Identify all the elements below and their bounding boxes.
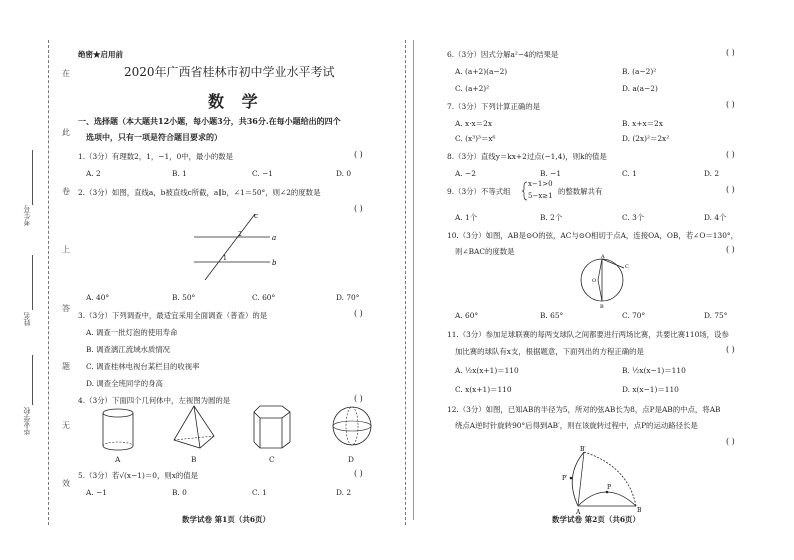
label-b: b [272,259,277,267]
question-10-cont: 则∠BAC的度数是 [455,247,515,256]
student-id-label: 考生号 [23,205,31,226]
question-12-cont: 绕点A逆时针旋转90°后得到AB′，则在该旋转过程中，点P的运动路径长是 [455,421,698,430]
option-a: A. ½x(x+1)＝110 [455,366,519,375]
question-12: 12.（3分）如图，已知AB的半径为5，所对的弦AB长为8，点P是AB的中点，将AB [447,405,721,414]
answer-paren[interactable]: ( ) [726,100,735,109]
option-c: C. 1 [252,488,267,497]
label-B: B [600,304,604,310]
option-b: B. ½x(x−1)＝110 [622,366,686,375]
pyramid-figure [172,404,216,450]
question-6: 6.（3分）因式分解a²−4的结果是 [447,50,559,59]
student-id-line[interactable] [32,150,33,205]
option-a: A. 40° [86,293,110,302]
question-9: 9.（3分）不等式组 [447,187,511,196]
option-a: A. 2 [86,169,101,178]
question-3: 3.（3分）下列调查中，最适宜采用全面调查（普查）的是 [78,311,268,320]
school-line[interactable] [32,355,33,405]
q2-figure [190,212,280,282]
section-title-cont: 选项中，只有一项是符合题目要求的） [86,132,222,142]
question-4: 4.（3分）下面四个几何体中，左视图为圆的是 [78,396,231,405]
option-c: C. 60° [252,293,276,302]
option-a: A [115,455,121,464]
option-b: B. 50° [172,293,196,302]
label-A: A [601,254,605,260]
answer-paren[interactable]: ( ) [726,437,735,446]
option-d: D. 2 [704,169,720,178]
option-c: C. 3个 [622,213,645,222]
label-Bprime: B′ [580,446,586,453]
label-C: C [625,264,629,270]
label-O: O [592,278,597,284]
label-angle2: 2 [238,231,242,238]
exam-title: 2020年广西省桂林市初中学业水平考试 [124,65,335,79]
option-c: C. 调查桂林电视台某栏目的收视率 [86,362,200,371]
label-c: c [254,212,258,220]
binding-char: 题 [62,362,70,371]
option-b: B. x+x＝2x [622,119,663,128]
option-c: C. 1 [622,169,637,178]
option-b: B. 调查漓江流域水质情况 [86,345,171,354]
option-a: A. x·x＝2x [455,119,492,128]
label-B: B [637,507,642,514]
binding-char: 卷 [62,187,70,196]
answer-paren[interactable]: ( ) [726,150,735,159]
answer-paren[interactable]: ( ) [726,245,735,254]
binding-char: 答 [62,304,70,313]
page-divider [413,40,414,520]
q10-figure [572,254,632,310]
secret-mark: 绝密★启用前 [78,50,123,59]
answer-paren[interactable]: ( ) [354,309,363,318]
sphere-figure [330,404,374,448]
question-10: 10.（3分）如图，AB是⊙O的弦，AC与⊙O相切于点A，连接OA，OB，若∠O＝130°， [447,231,738,240]
option-d: D. 调查全班同学的身高 [86,379,163,388]
binding-dashed-line [48,40,49,525]
question-2: 2.（3分）如图，直线a，b被直线c所截，a∥b，∠1＝50°，则∠2的度数是 [78,188,321,197]
answer-paren[interactable]: ( ) [354,150,363,159]
name-label: 姓名 [23,312,31,326]
inequality-line: x−1>0 [528,180,553,188]
binding-char: 无 [62,421,70,430]
option-d: D. 4个 [704,213,727,222]
label-angle1: 1 [223,255,227,262]
answer-paren[interactable]: ( ) [354,469,363,478]
option-c: C. (x³)³＝x⁶ [455,134,496,143]
option-d: D. x(x−1)＝110 [622,385,679,394]
option-d: D. a(a−2) [622,84,658,93]
option-a: A. 1个 [455,213,478,222]
question-5: 5.（3分）若√(x−1)＝0，则x的值是 [78,471,199,480]
school-label: 毕业学校 [23,407,31,435]
binding-char: 此 [62,128,70,137]
answer-paren[interactable]: ( ) [726,48,735,57]
answer-paren[interactable]: ( ) [354,204,363,213]
option-a: A. 调查一批灯泡的使用寿命 [86,328,178,337]
option-b: B. 2个 [540,213,563,222]
binding-char: 效 [62,479,70,488]
cylinder-figure [100,408,136,452]
option-b: B [191,455,197,464]
label-P: P [607,484,612,491]
binding-char: 上 [62,245,70,254]
question-7: 7.（3分）下列计算正确的是 [447,102,541,111]
option-a: A. −2 [455,169,476,178]
option-b: B. 0 [172,488,187,497]
option-c: C. −1 [252,169,273,178]
option-c: C [269,455,275,464]
option-a: A. (a+2)(a−2) [455,67,508,76]
prism-figure [252,404,292,450]
option-d: D. 2 [336,488,352,497]
name-line[interactable] [32,255,33,310]
question-11-cont: 加比赛的球队有x支，根据题意，下面列出的方程正确的是 [455,347,644,356]
option-c: C. x(x+1)＝110 [455,385,512,394]
option-b: B. −1 [540,169,562,178]
answer-paren[interactable]: ( ) [354,394,363,403]
label-A: A [576,509,581,516]
option-b: B. (a−2)² [622,67,657,76]
question-9-cont: 的整数解共有 [558,187,603,196]
page-footer: 数学试卷 第1页（共6页） [182,515,271,524]
question-8: 8.（3分）直线y＝kx+2过点(−1,4)，则k的值是 [447,152,607,161]
option-d: D. 75° [704,311,728,320]
question-1: 1.（3分）有理数2，1，−1，0中，最小的数是 [78,152,234,161]
q12-figure [560,446,650,516]
option-b: B. 65° [540,311,564,320]
option-c: C. (a+2)² [455,84,490,93]
option-a: A. 60° [455,311,479,320]
inequality-line: 5−x≥1 [528,192,553,200]
page-footer: 数学试卷 第2页（共6页） [552,515,641,524]
option-a: A. −1 [86,488,107,497]
option-b: B. 1 [172,169,187,178]
label-a: a [272,234,277,242]
answer-paren[interactable]: ( ) [726,185,735,194]
section-title: 一、选择题（本大题共12小题，每小题3分，共36分.在每小题给出的四个 [78,116,341,126]
subject-title: 数 学 [208,92,264,111]
label-Pprime: P′ [562,475,568,482]
binding-dashed-line-right [405,40,406,525]
option-d: D. (2x)²＝2x² [622,134,670,143]
binding-char: 在 [62,69,70,78]
question-11: 11.（3分）参加足球联赛的每两支球队之间都要进行两场比赛，共要比赛110场，设参 [447,330,729,339]
option-d: D [348,455,354,464]
option-d: D. 70° [336,293,360,302]
answer-paren[interactable]: ( ) [726,345,735,354]
option-c: C. 70° [622,311,646,320]
option-d: D. 0 [336,169,352,178]
